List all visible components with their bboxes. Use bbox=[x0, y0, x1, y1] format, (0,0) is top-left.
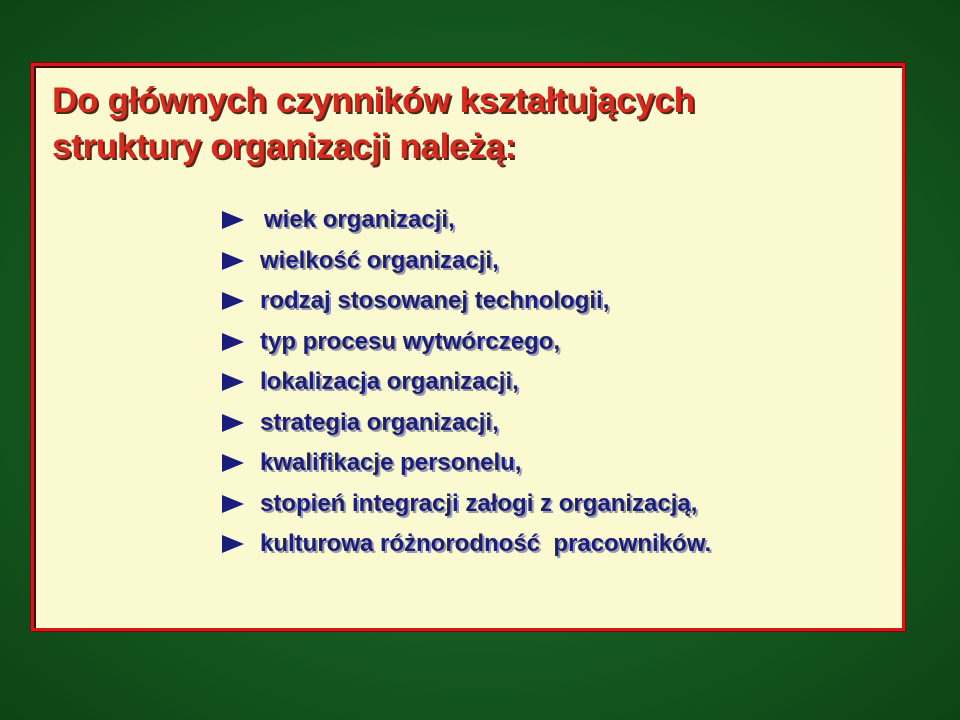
bullet-item bbox=[222, 200, 711, 241]
right-arrow-icon bbox=[222, 454, 244, 472]
right-arrow-icon bbox=[222, 495, 244, 513]
bullet-text: wiek organizacji, bbox=[264, 206, 455, 234]
bullet-list bbox=[222, 200, 711, 565]
right-arrow-icon bbox=[222, 333, 244, 351]
bullet-item bbox=[222, 484, 711, 525]
bullet-text: strategia organizacji, bbox=[260, 408, 499, 436]
bullet-item bbox=[222, 524, 711, 565]
bullet-text: typ procesu wytwórczego, bbox=[260, 327, 561, 355]
bullet-item bbox=[222, 403, 711, 444]
bullet-text: stopień integracji załogi z organizacją, bbox=[260, 489, 698, 517]
bullet-item bbox=[222, 241, 711, 282]
right-arrow-icon bbox=[222, 373, 244, 391]
right-arrow-icon bbox=[222, 252, 244, 270]
right-arrow-icon bbox=[222, 292, 244, 310]
bullet-item bbox=[222, 281, 711, 322]
slide-title-line-2: struktury organizacji należą: bbox=[52, 127, 516, 166]
slide-title-line-1: Do głównych czynników kształtujących bbox=[52, 81, 695, 120]
right-arrow-icon bbox=[222, 414, 244, 432]
right-arrow-icon bbox=[222, 211, 244, 229]
bullet-text: kulturowa różnorodność pracowników. bbox=[260, 530, 712, 558]
bullet-text: kwalifikacje personelu, bbox=[260, 449, 522, 477]
bullet-item bbox=[222, 443, 711, 484]
slide-title bbox=[52, 78, 892, 170]
content-panel bbox=[30, 62, 906, 632]
bullet-text: rodzaj stosowanej technologii, bbox=[260, 287, 610, 315]
bullet-text: wielkość organizacji, bbox=[260, 246, 499, 274]
bullet-item bbox=[222, 322, 711, 363]
right-arrow-icon bbox=[222, 535, 244, 553]
bullet-item bbox=[222, 362, 711, 403]
bullet-text: lokalizacja organizacji, bbox=[260, 368, 519, 396]
